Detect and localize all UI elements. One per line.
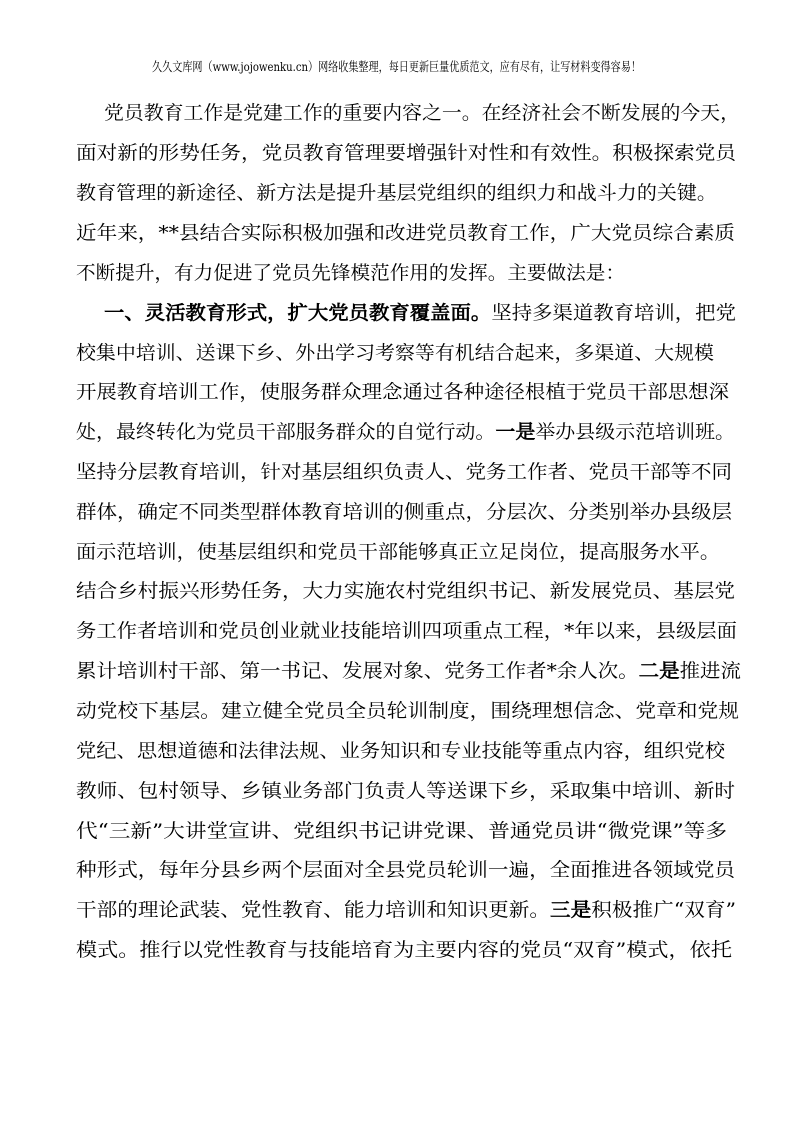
text-segment: 群体，确定不同类型群体教育培训的侧重点，分层次、分类别举办县级层 <box>76 501 732 523</box>
text-segment: 务工作者培训和党员创业就业技能培训四项重点工程，*年以来，县级层面 <box>76 620 737 642</box>
text-segment: 开展教育培训工作，使服务群众理念通过各种途径根植于党员干部思想深 <box>76 381 730 403</box>
text-line <box>76 897 736 923</box>
bold-text-segment: 二是 <box>638 660 680 682</box>
text-line <box>76 738 725 764</box>
text-segment: 近年来，**县结合实际积极加强和改进党员教育工作，广大党员综合素质 <box>76 222 736 244</box>
text-segment: 推进流 <box>679 660 741 682</box>
text-segment: 动党校下基层。建立健全党员全员轮训制度，围绕理想信念、党章和党规 <box>76 700 739 722</box>
text-segment: 处，最终转化为党员干部服务群众的自觉行动。 <box>76 421 496 443</box>
text-line <box>76 937 732 963</box>
text-segment: 坚持分层教育培训，针对基层组织负责人、党务工作者、党员干部等不同 <box>76 461 732 483</box>
document-header: 久久文库网（www.jojowenku.cn）网络收集整理，每日更新巨量优质范文，应有尽有，让写材料变得容易！ <box>152 59 641 74</box>
text-segment: 校集中培训、送课下乡、外出学习考察等有机结合起来，多渠道、大规模 <box>76 342 714 364</box>
text-line <box>76 459 732 485</box>
text-line <box>76 260 625 286</box>
text-line <box>76 220 735 246</box>
text-line <box>76 698 739 724</box>
text-segment: 坚持多渠道教育培训，把党 <box>491 302 736 324</box>
text-segment: 党纪、思想道德和法律法规、业务知识和专业技能等重点内容，组织党校 <box>76 740 725 762</box>
text-segment: 种形式，每年分县乡两个层面对全县党员轮训一遍，全面推进各领域党员 <box>76 859 736 881</box>
text-line <box>104 100 740 126</box>
text-segment: 教育管理的新途径、新方法是提升基层党组织的组织力和战斗力的关键。 <box>76 182 717 204</box>
text-line <box>76 180 717 206</box>
text-segment: 党员教育工作是党建工作的重要内容之一。在经济社会不断发展的今天， <box>104 102 740 124</box>
text-segment: 干部的理论武装、党性教育、能力培训和知识更新。 <box>76 899 551 921</box>
text-segment: 结合乡村振兴形势任务，大力实施农村党组织书记、新发展党员、基层党 <box>76 580 736 602</box>
bold-text-segment: 一是 <box>495 421 536 443</box>
text-line <box>76 857 735 883</box>
text-segment: 面示范培训，使基层组织和党员干部能够真正立足岗位，提高服务水平。 <box>76 541 721 563</box>
text-segment: 教师、包村领导、乡镇业务部门负责人等送课下乡，采取集中培训、新时 <box>76 780 736 802</box>
text-line <box>76 658 741 684</box>
text-segment: 积极推广“双育” <box>591 899 737 921</box>
bold-text-segment: 三是 <box>550 899 592 921</box>
text-line <box>76 379 729 405</box>
text-line <box>104 300 736 326</box>
text-segment: 代“三新”大讲堂宣讲、党组织书记讲党课、普通党员讲“微党课”等多 <box>76 820 728 842</box>
text-segment: 不断提升，有力促进了党员先锋模范作用的发挥。主要做法是： <box>76 262 625 284</box>
text-segment: 累计培训村干部、第一书记、发展对象、党务工作者*余人次。 <box>76 660 639 682</box>
text-segment: 举办县级示范培训班。 <box>535 421 736 443</box>
text-line <box>76 499 732 525</box>
text-line <box>76 578 735 604</box>
bold-text-segment: 一、灵活教育形式，扩大党员教育覆盖面。 <box>104 302 492 324</box>
text-segment: 面对新的形势任务，党员教育管理要增强针对性和有效性。积极探索党员 <box>76 142 737 164</box>
text-line <box>76 778 735 804</box>
text-line <box>76 140 736 166</box>
text-line <box>76 618 737 644</box>
text-line <box>76 539 720 565</box>
text-line <box>76 818 727 844</box>
text-line <box>76 340 714 366</box>
text-line <box>76 419 735 445</box>
text-segment: 模式。推行以党性教育与技能培育为主要内容的党员“双育”模式，依托 <box>76 939 732 961</box>
